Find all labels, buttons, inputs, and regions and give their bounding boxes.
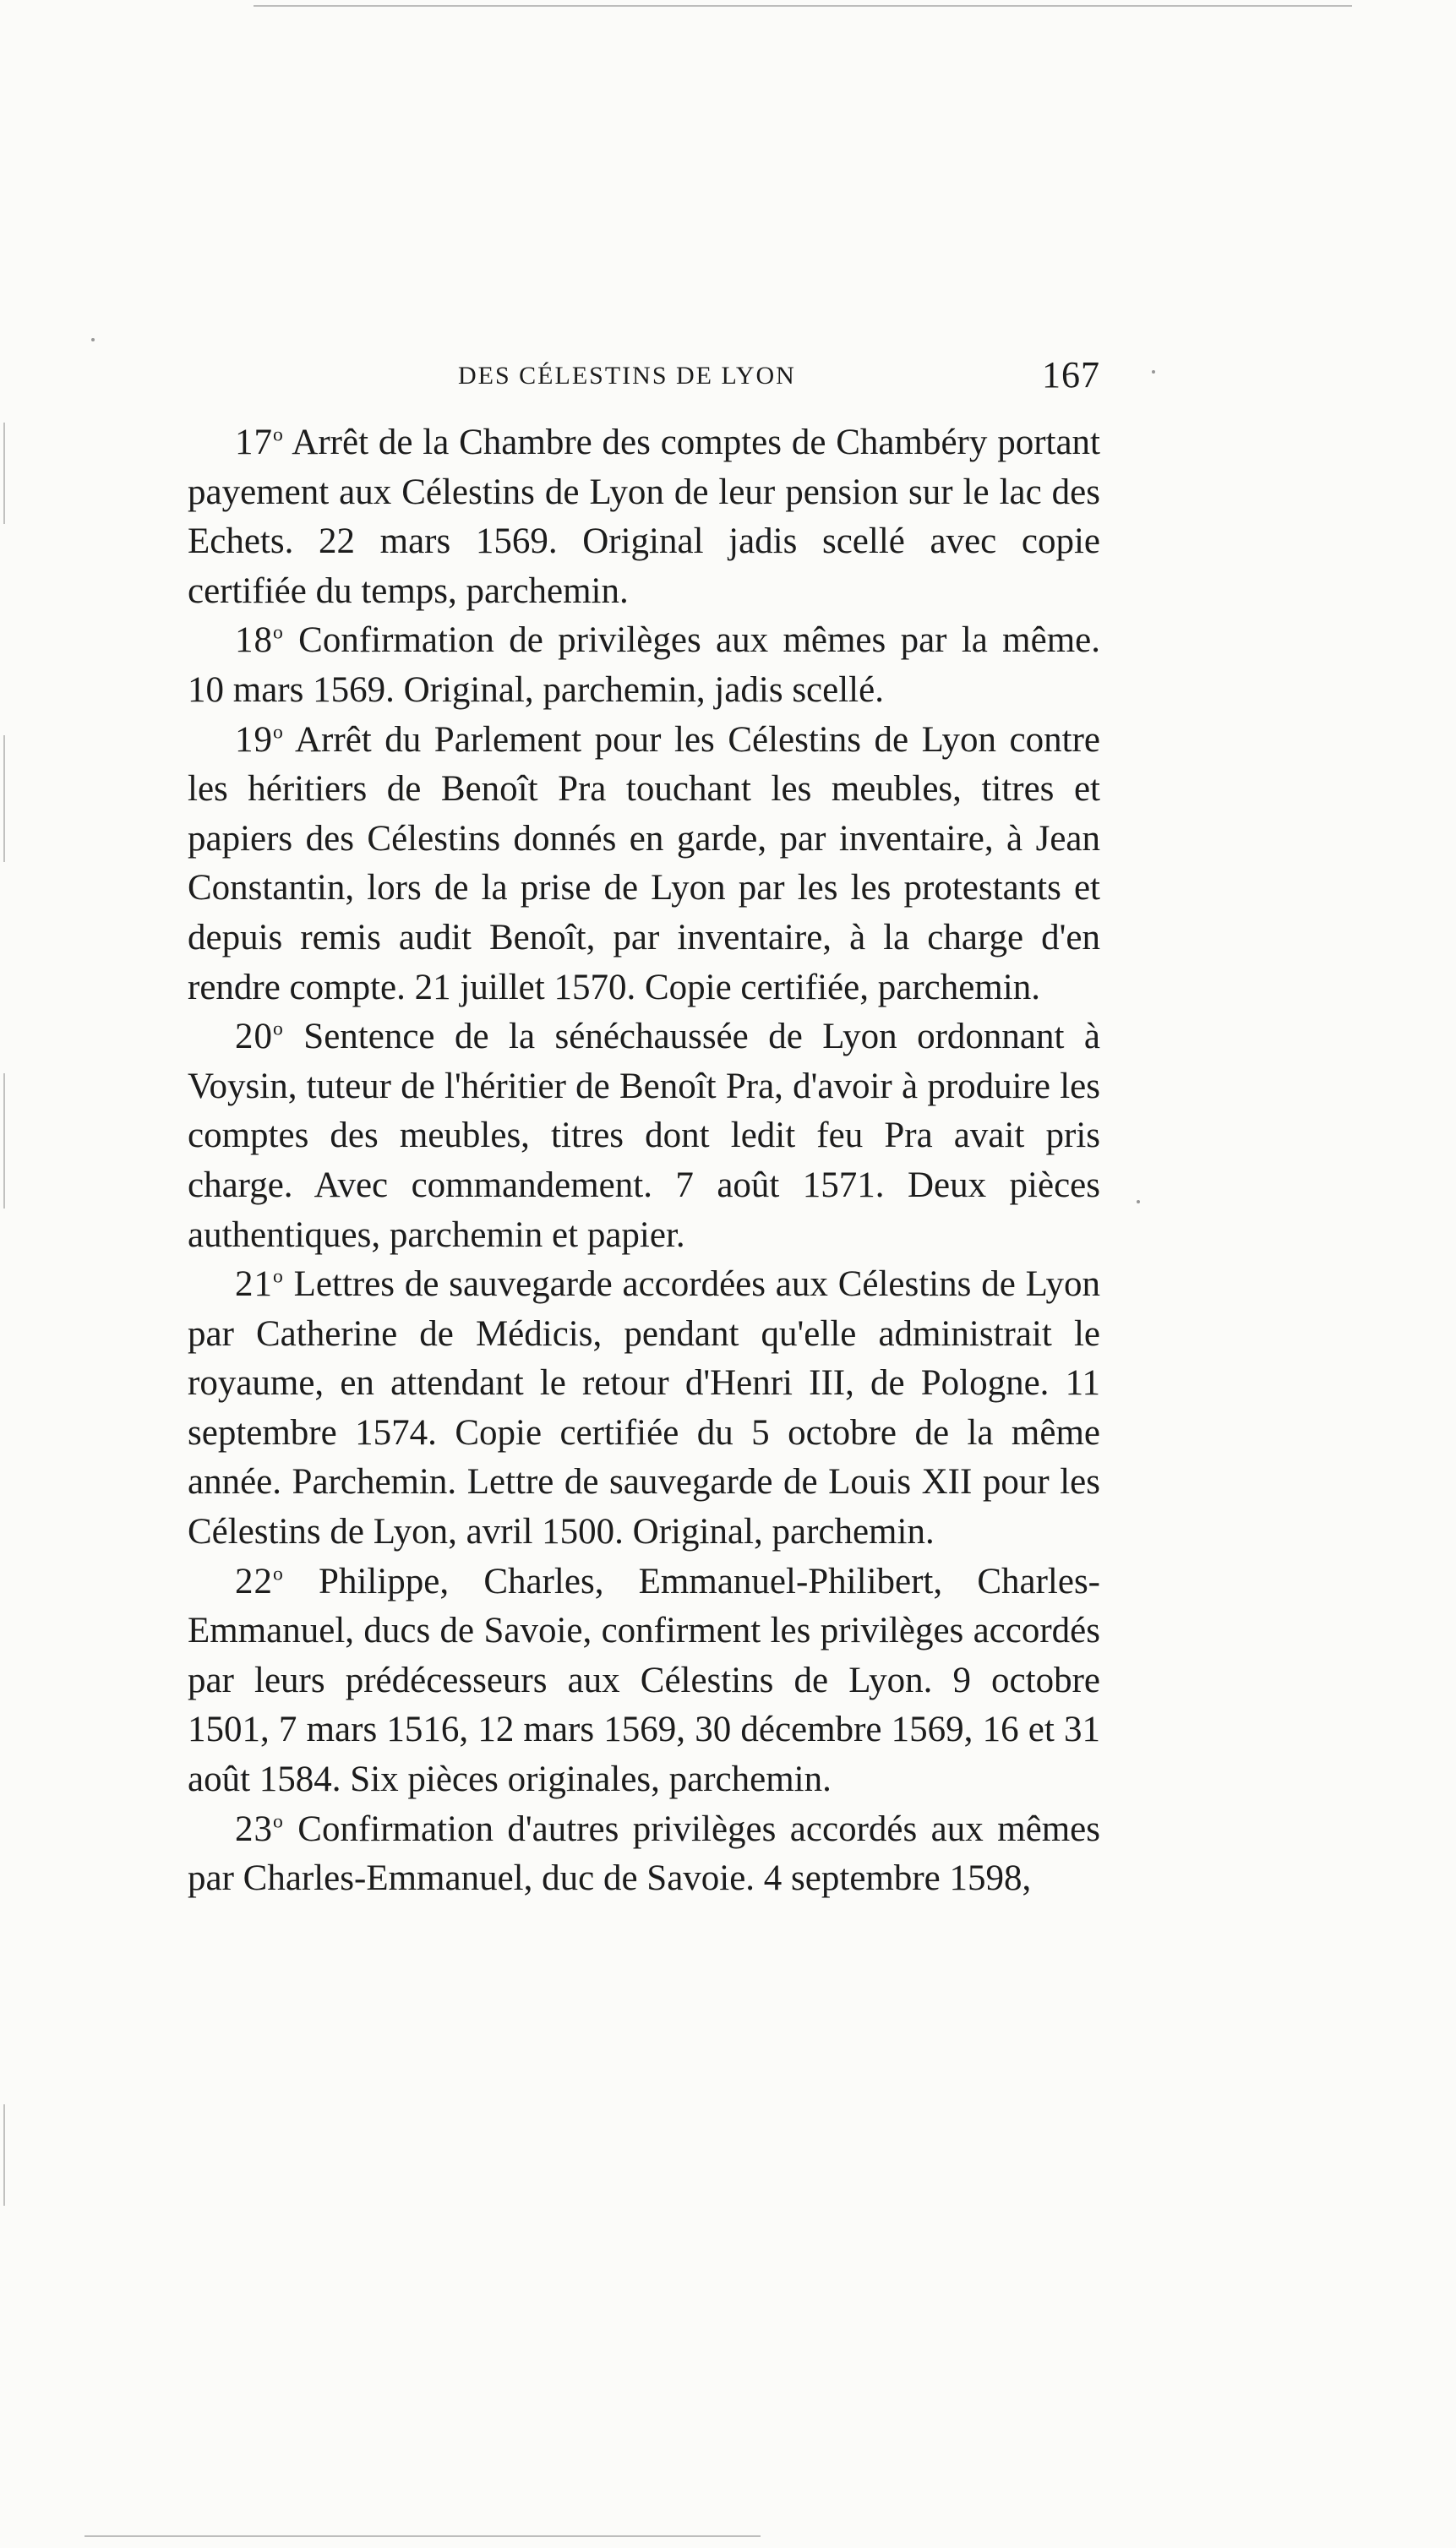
entry-number: 23$^o$ [235, 1809, 284, 1849]
entry-text: Lettres de sauvegarde accordées aux Célestins de Lyon par Catherine de Médicis, pendant qu'elle administrait le royaume, en attendant le retour d'Henri III, de Pologne. 11 septembre 1574. Copie certifiée du 5 octobre de la même année. Parchemin. Lettre de sauvegarde de Louis XII pour les Célestins de Lyon, avril 1500. Original, parchemin. [188, 1264, 1100, 1552]
entry-text: Confirmation d'autres privilèges accordés aux mêmes par Charles-Emmanuel, duc de Savoie. 4 septembre 1598, [188, 1809, 1100, 1899]
list-item [188, 1012, 1100, 1260]
entry-text: Philippe, Charles, Emmanuel-Philibert, Charles-Emmanuel, ducs de Savoie, confirment les privilèges accordés par leurs prédécesseurs aux Célestins de Lyon. 9 octobre 1501, 7 mars 1516, 12 mars 1569, 30 décembre 1569, 16 et 31 août 1584. Six pièces originales, parchemin. [188, 1561, 1100, 1800]
page-header [188, 353, 1100, 404]
list-item [188, 1558, 1100, 1805]
entry-number: 22$^o$ [235, 1561, 284, 1601]
entry-number: 21$^o$ [235, 1264, 284, 1305]
page-number: 167 [1042, 354, 1100, 396]
bottom-scan-edge [85, 2535, 761, 2537]
left-margin-artifact [3, 2104, 5, 2206]
running-title: DES CÉLESTINS DE LYON [458, 362, 796, 390]
entry-text: Arrêt de la Chambre des comptes de Chambéry portant payement aux Célestins de Lyon de leur pension sur le lac des Echets. 22 mars 1569. Original jadis scellé avec copie certifiée du temps, parchemin. [188, 423, 1100, 611]
left-margin-artifact [3, 423, 5, 524]
entry-text: Sentence de la sénéchaussée de Lyon ordonnant à Voysin, tuteur de l'héritier de Benoît Pra, d'avoir à produire les comptes des meubles, titres dont ledit feu Pra avait pris charge. Avec commandement. 7 août 1571. Deux pièces authentiques, parchemin et papier. [188, 1017, 1101, 1255]
entry-number: 20$^o$ [235, 1017, 284, 1057]
list-item [188, 1805, 1100, 1904]
left-margin-artifact [3, 735, 5, 862]
speck [1137, 1200, 1140, 1203]
list-item [188, 418, 1100, 616]
entry-number: 17$^o$ [235, 423, 284, 462]
speck [1152, 370, 1155, 374]
entry-number: 19$^o$ [235, 719, 284, 760]
list-item [188, 716, 1100, 1013]
list-item [188, 616, 1100, 715]
list-item [188, 1260, 1100, 1558]
top-scan-edge [254, 5, 1352, 7]
entry-text: Confirmation de privilèges aux mêmes par la même. 10 mars 1569. Original, parchemin, jadis scellé. [188, 620, 1101, 710]
left-margin-artifact [3, 1073, 5, 1209]
body-text [188, 418, 1100, 1904]
entry-number: 18$^o$ [235, 620, 284, 661]
entry-text: Arrêt du Parlement pour les Célestins de Lyon contre les héritiers de Benoît Pra touchant les meubles, titres et papiers des Célestins donnés en garde, par inventaire, à Jean Constantin, lors de la prise de Lyon par les les protestants et depuis remis audit Benoît, par inventaire, à la charge d'en rendre compte. 21 juillet 1570. Copie certifiée, parchemin. [188, 719, 1100, 1007]
speck [91, 338, 95, 341]
